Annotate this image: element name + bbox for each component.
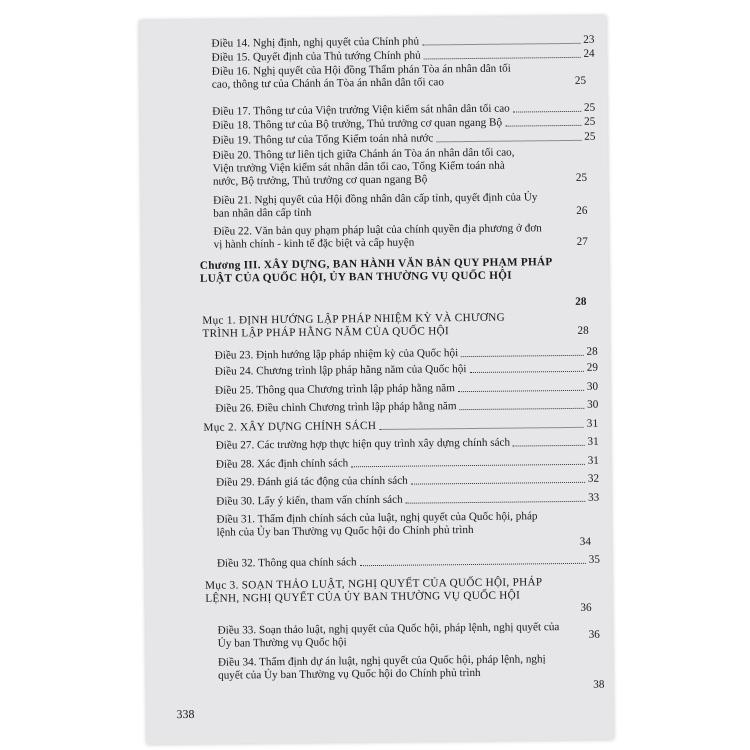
chapter-heading: [142, 256, 560, 286]
toc-entry-page: 25: [584, 130, 596, 143]
toc-entry-title: Điều 19. Thông tư của Tổng Kiểm toán nhà nước: [212, 132, 434, 147]
section-title: Mục 2. XÂY DỰNG CHÍNH SÁCH: [203, 420, 377, 434]
toc-entry-page: 36: [588, 628, 600, 641]
toc-entry-page: 31: [587, 435, 599, 448]
leader-dots: [458, 390, 584, 392]
toc-entry-page: 25: [574, 74, 587, 87]
toc-entry: [141, 146, 528, 189]
leader-dots: [379, 427, 583, 430]
toc-entry-page-wrap: [576, 172, 596, 185]
toc-entry-page: 33: [587, 491, 600, 504]
section-title: Mục 1. ĐỊNH HƯỚNG LẬP PHÁP NHIỆM KỲ VÀ CHƯƠNG TRÌNH LẬP PHÁP HẰNG NĂM CỦA QUỐC HỘI: [202, 311, 506, 340]
section-heading: [143, 418, 598, 436]
toc-entry-page: 34: [579, 535, 591, 548]
toc-entry-page-wrap: [593, 679, 613, 692]
toc-entry-page: 25: [583, 101, 596, 114]
table-of-contents: [139, 16, 614, 745]
toc-entry: [143, 399, 598, 417]
leader-dots: [411, 482, 585, 485]
toc-entry-title: Điều 25. Thông qua Chương trình lập pháp hằng năm: [215, 382, 455, 397]
leader-dots: [351, 464, 584, 467]
toc-entry-title: Điều 26. Điều chỉnh Chương trình lập pháp hằng năm: [215, 400, 457, 415]
toc-entry: [144, 455, 599, 473]
toc-entry-title: Điều 20. Thông tư liên tịch giữa Chánh án Tòa án nhân dân tối cao, Viện trưởng Viện kiểm sát nhân dân tối cao, Tổng Kiểm toán nhà nước, Bộ trưởng, Thủ trưởng cơ quan ngang Bộ: [212, 146, 515, 188]
leader-dots: [460, 408, 585, 410]
toc-entry-page: 30: [586, 380, 599, 393]
chapter-page-wrap: [575, 296, 597, 309]
toc-entry-page-wrap: [576, 205, 596, 218]
leader-dots: [424, 57, 581, 60]
toc-entry-title: Điều 33. Soạn thảo luật, nghị quyết của Quốc hội, pháp lệnh, nghị quyết của Ủy ban Thường vụ Quốc hội: [217, 621, 560, 650]
toc-entry: [144, 492, 599, 510]
toc-entry-title: Điều 16. Nghị quyết của Hội đồng Thẩm phán Tòa án nhân dân tối cao, thông tư của Chánh án Tòa án nhân dân tối cao: [211, 62, 511, 91]
toc-entry-page: 31: [587, 454, 599, 467]
toc-entry-title: Điều 29. Đánh giá tác động của chính sách: [216, 474, 408, 489]
toc-entry-title: Điều 27. Các trường hợp thực hiện quy trình xây dựng chính sách: [215, 436, 511, 452]
leader-dots: [513, 111, 581, 113]
toc-entry: [146, 653, 563, 683]
toc-entry-title: Điều 17. Thông tư của Viện trưởng Viện kiểm sát nhân dân tối cao: [212, 102, 510, 118]
section-title: Mục 3. SOẠN THẢO LUẬT, NGHỊ QUYẾT CỦA QUỐC HỘI, PHÁP LỆNH, NGHỊ QUYẾT CỦA ỦY BAN THƯỜNG VỤ QUỐC HỘI: [205, 576, 543, 605]
toc-entry-title: Điều 34. Thẩm định dự án luật, nghị quyết của Quốc hội, pháp lệnh, nghị quyết của Ủy ban Thường vụ Quốc hội do Chính phủ trình: [217, 653, 546, 682]
toc-entry-page-wrap: [589, 629, 609, 642]
leader-dots: [513, 445, 584, 447]
toc-entry-title: Điều 24. Chương trình lập pháp hằng năm của Quốc hội: [214, 363, 467, 378]
toc-entry: [144, 473, 599, 491]
toc-entry: [141, 222, 543, 252]
section-page: 28: [577, 324, 589, 337]
toc-entry-page: 27: [576, 235, 588, 248]
toc-entry-page-wrap: [580, 536, 600, 549]
toc-entry: [146, 621, 568, 651]
toc-entry-title: Điều 22. Văn bản quy phạm pháp luật của chính quyền địa phương ở đơn vị hành chính - kinh tế đặc biệt và cấp huyện: [213, 222, 542, 251]
toc-entry-page: 24: [583, 47, 595, 60]
section-page-wrap: [577, 325, 597, 338]
toc-entry-page: 29: [586, 361, 598, 374]
section-heading: [145, 576, 545, 606]
section-page: 31: [586, 417, 599, 430]
section-page-wrap: [580, 602, 600, 615]
toc-entry-page: 28: [586, 345, 598, 358]
book-page: [139, 16, 614, 745]
toc-entry-page: 25: [584, 115, 596, 128]
toc-entry-title: Điều 31. Thẩm định chính sách của luật, nghị quyết của Quốc hội, pháp lệnh của Ủy ban Thường vụ Quốc hội do Chính phủ trình: [216, 510, 538, 539]
leader-dots: [461, 355, 583, 357]
page-number: 338: [176, 706, 195, 722]
leader-dots: [505, 125, 581, 127]
chapter-title: Chương III. XÂY DỰNG, BAN HÀNH VĂN BẢN QUY PHẠM PHÁP LUẬT CỦA QUỐC HỘI, ỦY BAN THƯỜNG VỤ QUỐC HỘI: [199, 256, 552, 285]
toc-entry-page: 23: [583, 33, 595, 46]
leader-dots: [406, 501, 585, 504]
toc-entry-title: Điều 23. Định hướng lập pháp nhiệm kỳ của Quốc hội: [214, 347, 459, 362]
toc-entry-page: 35: [588, 553, 600, 566]
toc-entry: [145, 554, 600, 572]
toc-entry: [143, 381, 598, 399]
toc-entry: [141, 191, 543, 221]
leader-dots: [360, 563, 586, 566]
toc-entry-page: 30: [587, 398, 599, 411]
toc-entry-title: Điều 28. Xác định chính sách: [215, 457, 349, 471]
toc-entry: [144, 510, 546, 540]
toc-entry-page: 32: [587, 472, 600, 485]
leader-dots: [469, 371, 583, 373]
chapter-page: 28: [575, 295, 587, 308]
leader-dots: [436, 140, 581, 143]
toc-entry-page-wrap: [577, 236, 597, 249]
toc-entry: [143, 362, 598, 380]
toc-entry-page: 38: [593, 678, 605, 691]
toc-entry-title: Điều 15. Quyết định của Thủ tướng Chính phủ: [211, 49, 421, 64]
section-page: 36: [580, 601, 592, 614]
toc-entry-page: 26: [576, 204, 588, 217]
leader-dots: [422, 43, 580, 46]
toc-entry-title: Điều 30. Lấy ý kiến, tham vấn chính sách: [216, 493, 403, 508]
toc-entry-page-wrap: [575, 75, 595, 88]
toc-entry-title: Điều 32. Thông qua chính sách: [216, 556, 357, 570]
section-heading: [142, 311, 522, 341]
toc-entry: [144, 436, 599, 454]
toc-entry: [143, 346, 598, 364]
toc-entry-title: Điều 14. Nghị định, nghị quyết của Chính phủ: [211, 35, 420, 50]
toc-entry-title: Điều 18. Thông tư của Bộ trưởng, Thủ trưởng cơ quan ngang Bộ: [212, 116, 503, 132]
toc-entry-title: Điều 21. Nghị quyết của Hội đồng nhân dân cấp tỉnh, quyết định của Ủy ban nhân dân cấp tỉnh: [213, 191, 538, 220]
toc-entry: [140, 62, 532, 92]
toc-entry-page: 25: [575, 171, 588, 184]
